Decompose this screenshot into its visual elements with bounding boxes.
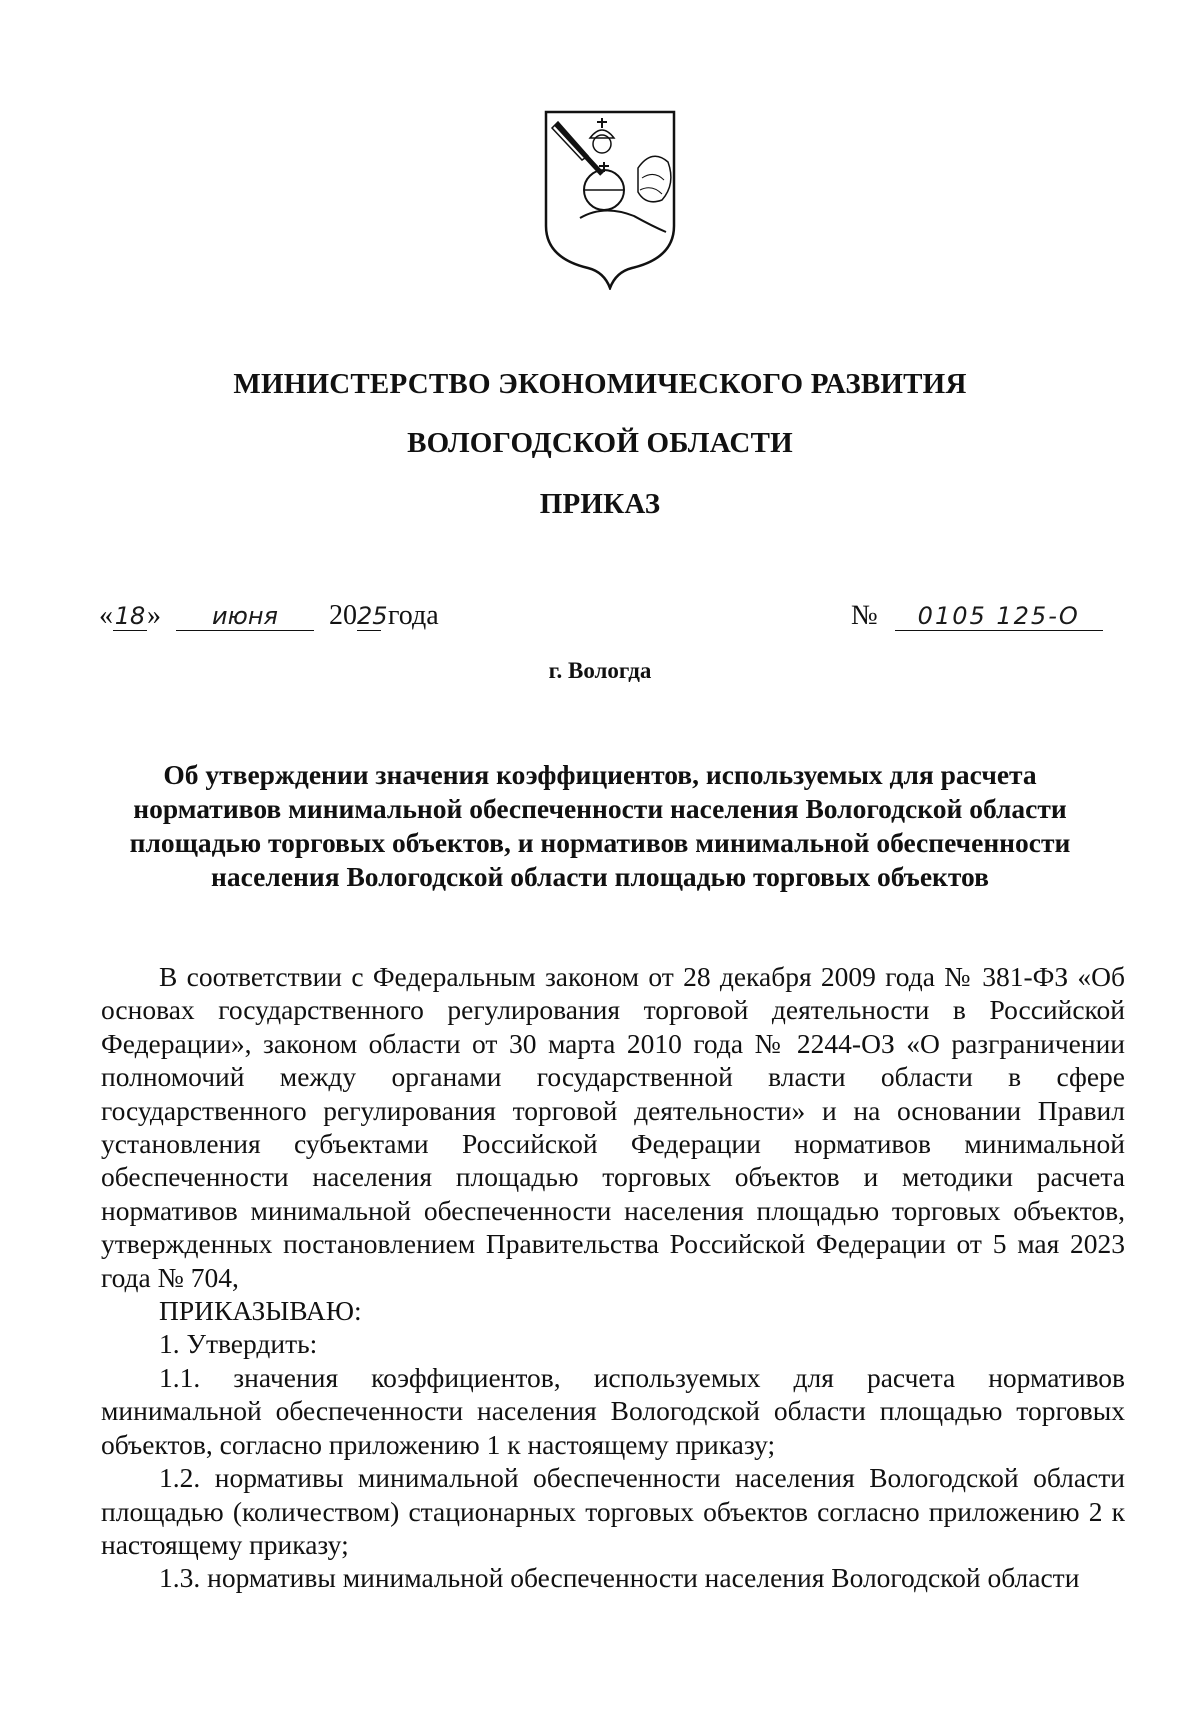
document-type-title: ПРИКАЗ (539, 488, 661, 520)
order-body (101, 960, 1125, 1595)
order-date (99, 600, 439, 632)
number-value: 0105 125-О (895, 602, 1103, 631)
item-1-1: 1.1. значения коэффициентов, используемых для расчета нормативов минимальной обеспеченности населения Вологодской области площадью торговых объектов, согласно приложению 1 к настоящему приказу; (101, 1361, 1125, 1460)
ministry-title-line2: ВОЛОГОДСКОЙ ОБЛАСТИ (407, 427, 793, 459)
number-sign: № (851, 600, 878, 631)
date-year-word: года (388, 600, 439, 631)
order-word: ПРИКАЗЫВАЮ: (159, 1295, 362, 1327)
order-subject: Об утверждении значения коэффициентов, используемых для расчета нормативов минимальной обеспеченности населения Вологодской области площадью торговых объектов, и нормативов минимальной обеспеченности населения Вологодской области площадью торговых объектов (129, 759, 1071, 892)
date-year-suffix: 25 (357, 602, 388, 630)
coat-of-arms-icon (542, 108, 678, 290)
preamble-paragraph: В соответствии с Федеральным законом от 28 декабря 2009 года № 381-ФЗ «Об основах государственного регулирования торговой деятельности в Российской Федерации», законом области от 30 марта 2010 года № 2244-ОЗ «О разграничении полномочий между органами государственной власти области в сфере государственного регулирования торговой деятельности» и на основании Правил установления субъектами Российской Федерации нормативов минимальной обеспеченности населения площадью торговых объектов и методики расчета нормативов минимальной обеспеченности населения площадью торговых объектов, утвержденных постановлением Правительства Российской Федерации от 5 мая 2023 года № 704, (101, 961, 1125, 1293)
item-1-2: 1.2. нормативы минимальной обеспеченности населения Вологодской области площадью (количеством) стационарных торговых объектов согласно приложению 2 к настоящему приказу; (101, 1462, 1125, 1560)
date-year-prefix: 20 (329, 600, 357, 631)
item-1: 1. Утвердить: (159, 1328, 318, 1360)
order-number (851, 600, 1103, 632)
date-close-quote: » (147, 600, 161, 631)
date-open-quote: « (99, 600, 113, 631)
date-day: 18 (114, 602, 146, 630)
ministry-title-line1: МИНИСТЕРСТВО ЭКОНОМИЧЕСКОГО РАЗВИТИЯ (233, 368, 967, 400)
item-1-3: 1.3. нормативы минимальной обеспеченности населения Вологодской области (159, 1562, 1080, 1594)
city-name: г. Вологда (548, 658, 652, 683)
date-month: июня (176, 602, 314, 631)
